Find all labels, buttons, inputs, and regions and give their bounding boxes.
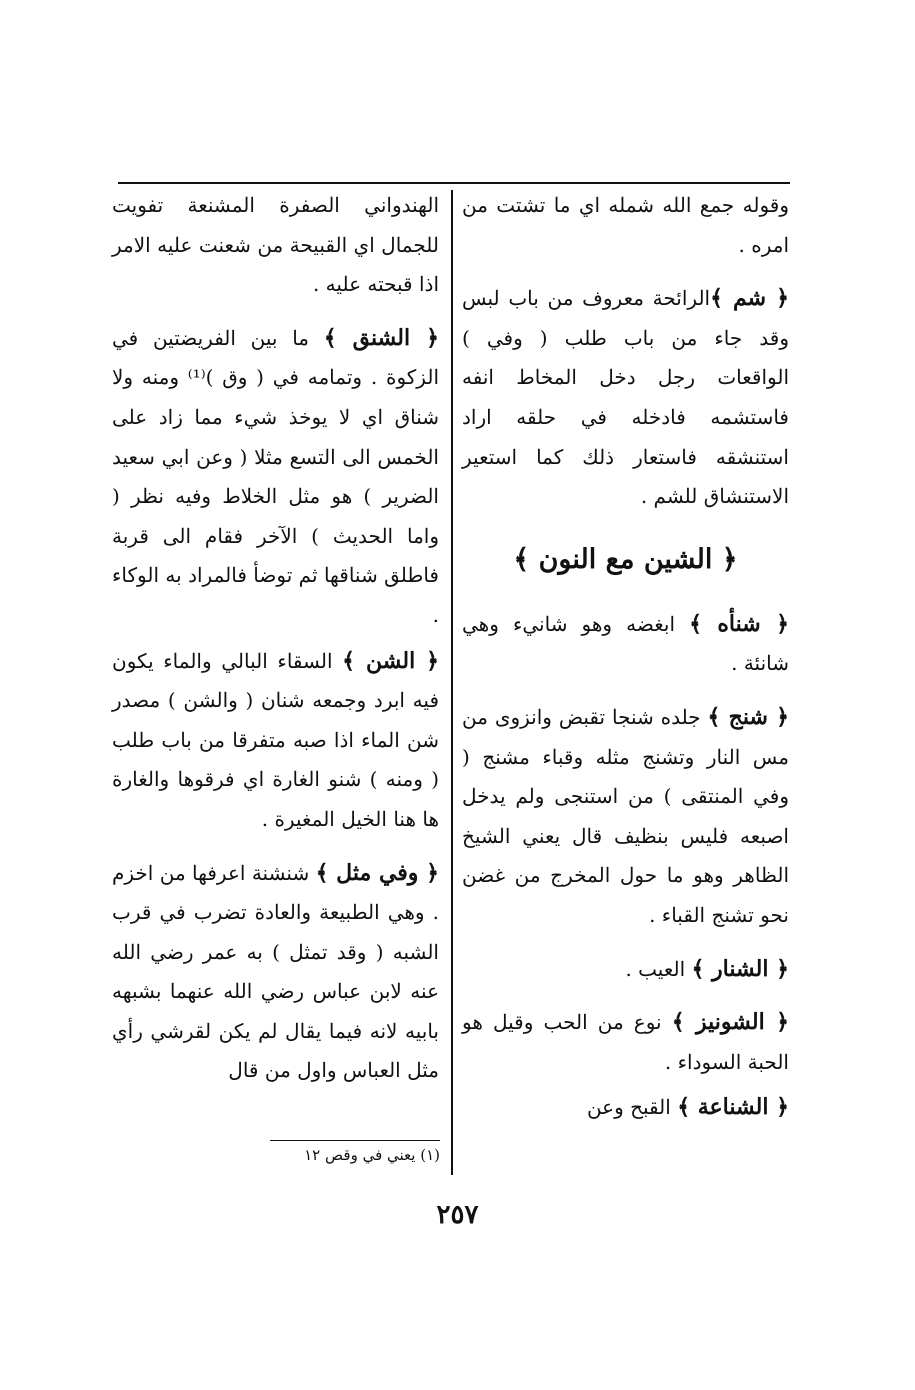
entry-text: جلده شنجا تقبض وانزوى من مس النار وتشنج مثله وقباء مشنج ( وفي المنتقى ) من استنجى ولم يدخل اصبعه فليس بنظيف قال يعني الشيخ الظاهر وهو ما حول المخرج من غضن نحو تشنج القباء . — [462, 704, 789, 927]
page-number: ٢٥٧ — [436, 1200, 479, 1230]
entry-shuniz — [462, 1003, 789, 1082]
paragraph-continuation — [112, 186, 439, 305]
footnote-rule — [270, 1140, 440, 1141]
entry-headword: ﴿ الشن ﴾ — [342, 647, 439, 674]
left-column — [112, 186, 439, 1105]
entry-text: القبح وعن — [586, 1095, 671, 1120]
footnote: (١) يعني في وقص ١٢ — [304, 1146, 440, 1164]
entry-shanj — [462, 698, 789, 936]
entry-shanaa — [462, 1088, 789, 1128]
entry-headword: ﴿ شنأه ﴾ — [689, 610, 789, 637]
entry-headword: ﴿ الشونيز ﴾ — [671, 1009, 789, 1036]
column-divider — [451, 190, 453, 1175]
top-rule — [118, 182, 790, 184]
section-title: ﴿ الشين مع النون ﴾ — [513, 543, 738, 575]
right-column — [462, 186, 789, 1142]
entry-proverb — [112, 854, 439, 1092]
paragraph-text: وقوله جمع الله شمله اي ما تشتت من امره . — [462, 193, 789, 257]
entry-text: نوع من الحب وقيل هو الحبة السوداء . — [462, 1010, 789, 1074]
paragraph-continuation — [462, 186, 789, 265]
paragraph-text: الهندواني الصفرة المشنعة تفويت للجمال اي القبيحة من شعنت عليه الامر اذا قبحته عليه . — [112, 193, 439, 297]
entry-headword: ﴿ الشنق ﴾ — [323, 324, 439, 351]
entry-shamm — [462, 279, 789, 517]
entry-text: ما بين الفريضتين في الزكوة . وتمامه في ( وق )⁽¹⁾ ومنه ولا شناق اي لا يوخذ شيء مما زاد على الخمس الى التسع مثلا ( وعن ابي سعيد الضرير ) هو مثل الخلاط وفيه نظر ( واما الحديث ) الآخر فقام الى قربة فاطلق شناقها ثم توضأ فالمراد به الوكاء . — [112, 325, 439, 627]
entry-text: الرائحة معروف من باب لبس وقد جاء من باب طلب ( وفي ) الواقعات رجل دخل المخاط انفه فاستشمه فادخله في حلقه اراد استنشقه فاستعار ذلك كما استعير الاستنشاق للشم . — [462, 286, 789, 509]
entry-headword: ﴿ شنج ﴾ — [707, 703, 790, 730]
entry-shann — [112, 642, 439, 840]
entry-text: السقاء البالي والماء يكون فيه ابرد وجمعه شنان ( والشن ) مصدر شن الماء اذا صبه متفرقا من باب طلب ( ومنه ) شنو الغارة اي فرقوها والغارة ها هنا الخيل المغيرة . — [112, 648, 439, 831]
entry-headword: ﴿ شم ﴾ — [710, 285, 789, 312]
entry-shanar — [462, 950, 789, 990]
entry-headword: ﴿ الشنار ﴾ — [691, 955, 789, 982]
entry-shanaah — [462, 605, 789, 684]
entry-text: ابغضه وهو شانيء وهي شانئة . — [462, 611, 789, 676]
entry-text: العيب . — [625, 956, 686, 981]
entry-text: شنشنة اعرفها من اخزم . وهي الطبيعة والعادة تضرب في قرب الشبه ( وقد تمثل ) به عمر رضي الله عنه لابن عباس رضي الله عنهما بشبهه بابيه لانه فيما يقال لم يكن لقرشي رأي مثل العباس واول من قال — [112, 860, 439, 1083]
entry-headword: ﴿ وفي مثل ﴾ — [315, 859, 440, 886]
entry-headword: ﴿ الشناعة ﴾ — [677, 1094, 789, 1121]
entry-shanq — [112, 319, 439, 636]
